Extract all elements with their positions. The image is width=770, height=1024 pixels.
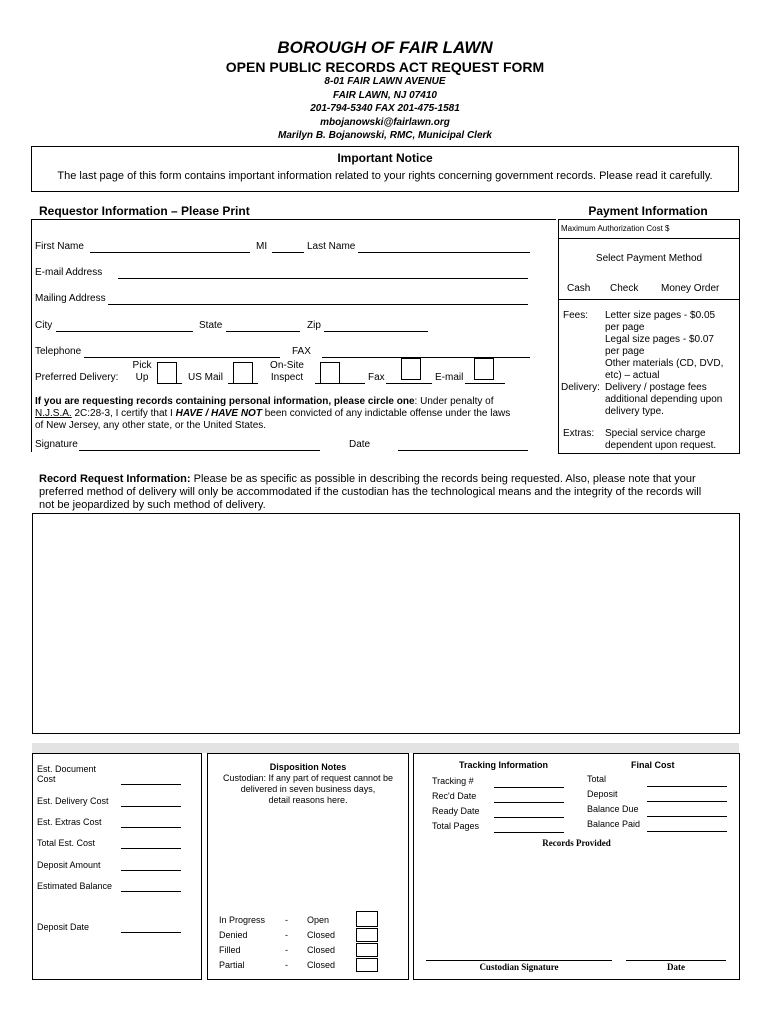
disposition-box [207,753,409,980]
est-document-cost-label: Est. Document [37,764,97,774]
balance-due-label: Balance Due [587,804,639,814]
extras-list [605,428,716,452]
clerk-name: Marilyn B. Bojanowski, RMC, Municipal Clerk [278,130,492,141]
fees-list [605,310,723,382]
status-partial-checkbox[interactable] [356,958,378,972]
record-request-label: Record Request Information: [39,473,191,485]
status-denied: Denied [219,930,248,940]
notice-title: Important Notice [337,151,433,165]
option-slash: / [202,408,212,419]
certification-line-2 [35,408,510,419]
fax-option-label: Fax [368,372,385,383]
first-name-label: First Name [35,241,84,252]
fee-line: per page [605,346,645,357]
signature-field[interactable] [79,450,320,451]
address-line-1: 8-01 FAIR LAWN AVENUE [324,76,446,87]
last-name-label: Last Name [307,241,356,252]
final-cost-title: Final Cost [631,760,675,770]
delivery-line: Delivery / postage fees [605,382,707,393]
email-label: E-mail Address [35,267,103,278]
status-filled: Filled [219,945,241,955]
disposition-title: Disposition Notes [269,762,347,772]
disposition-line: delivered in seven business days, [240,784,376,794]
status-closed: Closed [307,945,336,955]
fax-checkbox[interactable] [401,358,421,380]
final-total-field[interactable] [647,786,727,787]
status-dash: - [285,960,288,970]
city-label: City [35,320,53,331]
notice-text: The last page of this form contains important information related to your rights concerning government records. Please read it carefully. [57,170,713,182]
divider [315,383,365,384]
delivery-line: delivery type. [605,406,664,417]
fee-line: per page [605,322,645,333]
certification-end: been convicted of any indictable offense under the laws [261,408,511,419]
status-in-progress-checkbox[interactable] [356,911,378,927]
deposit-date-field[interactable] [121,932,181,933]
email-field[interactable] [118,278,528,279]
fee-line: Other materials (CD, DVD, [605,358,724,369]
fee-line: Letter size pages - $0.05 [605,310,716,321]
email-checkbox[interactable] [474,358,494,380]
office-use-band [32,743,739,753]
email-option-label: E-mail [435,372,464,383]
total-pages-label: Total Pages [432,821,480,831]
certification-bold: If you are requesting records containing personal information, please circle one [35,396,415,407]
est-document-cost-field[interactable] [121,784,181,785]
extras-line: Special service charge [605,428,706,439]
certification-colon: : Under penalty of [414,396,494,407]
status-closed: Closed [307,960,336,970]
final-deposit-field[interactable] [647,801,727,802]
est-extras-cost-field[interactable] [121,827,181,828]
zip-label: Zip [307,320,321,331]
njsa-ref: N.J.S.A. [35,408,72,419]
record-request-instructions [39,473,739,512]
deposit-amount-label: Deposit Amount [37,860,101,870]
select-payment-label: Select Payment Method [595,253,703,264]
est-delivery-cost-field[interactable] [121,806,181,807]
record-request-line-2: preferred method of delivery will only be accommodated if the custodian has the technological means and the integrity of the records will [39,486,702,498]
disposition-line: Custodian: If any part of request cannot be [222,773,394,783]
status-dash: - [285,930,288,940]
address-line-2: FAIR LAWN, NJ 07410 [333,90,437,101]
delivery-line: additional depending upon [605,394,723,405]
status-dash: - [285,915,288,925]
onsite-label-bottom: Inspect [270,372,304,383]
city-field[interactable] [56,331,193,332]
preferred-delivery-label: Preferred Delivery: [35,372,119,383]
delivery-label: Delivery: [561,382,600,393]
pick-up-checkbox[interactable] [157,362,177,384]
status-in-progress: In Progress [219,915,266,925]
payment-box [558,219,740,454]
check-option[interactable]: Check [610,283,639,294]
us-mail-label: US Mail [188,372,224,383]
onsite-checkbox[interactable] [320,362,340,384]
estimated-balance-field[interactable] [121,891,181,892]
est-delivery-cost-label: Est. Delivery Cost [37,796,109,806]
total-est-cost-field[interactable] [121,848,181,849]
record-request-line-1: Please be as specific as possible in describing the records being requested. Also, please note that your [190,473,696,485]
status-denied-checkbox[interactable] [356,928,378,942]
mi-label: MI [256,241,268,252]
form-title: OPEN PUBLIC RECORDS ACT REQUEST FORM [225,59,545,75]
estimated-costs-box [32,753,202,980]
telephone-label: Telephone [35,346,82,357]
date-field[interactable] [398,450,528,451]
pick-up-label-bottom: Up [135,372,149,383]
max-cost-label: Maximum Authorization Cost $ [561,224,670,233]
fee-line: etc) – actual [605,370,660,381]
record-request-textarea[interactable] [32,513,740,734]
money-order-option[interactable]: Money Order [661,283,720,294]
clerk-email: mbojanowski@fairlawn.org [320,117,450,128]
final-deposit-label: Deposit [587,789,618,799]
custodian-date-field[interactable] [626,960,726,961]
mailing-address-label: Mailing Address [35,293,106,304]
signature-label: Signature [35,439,78,450]
mailing-address-field[interactable] [108,304,528,305]
state-field[interactable] [226,331,300,332]
divider [559,299,739,300]
certification-mid: 2C:28-3, I certify that I [71,408,176,419]
tracking-box [413,753,740,980]
record-request-line-3: not be jeopardized by such method of delivery. [39,499,266,511]
fees-label: Fees: [563,310,589,321]
status-partial: Partial [219,960,245,970]
balance-paid-label: Balance Paid [587,819,641,829]
telephone-field[interactable] [84,357,280,358]
have-not-option[interactable]: HAVE NOT [211,408,262,419]
recd-date-field[interactable] [494,802,564,803]
final-total-label: Total [587,774,607,784]
custodian-signature-label: Custodian Signature [479,962,559,972]
divider [228,383,258,384]
recd-date-label: Rec'd Date [432,791,477,801]
est-extras-cost-label: Est. Extras Cost [37,817,102,827]
certification-line-3: of New Jersey, any other state, or the United States. [35,420,267,431]
borough-title: BOROUGH OF FAIR LAWN [277,38,493,57]
est-document-cost-label-2: Cost [37,774,56,784]
certification-line-1 [35,396,493,407]
us-mail-checkbox[interactable] [233,362,253,384]
onsite-label-top: On-Site [270,360,304,371]
phone-fax: 201-794-5340 FAX 201-475-1581 [310,103,460,114]
divider [157,383,182,384]
extras-label: Extras: [563,428,595,439]
disposition-text [208,773,408,806]
tracking-title: Tracking Information [459,760,549,770]
fax-label: FAX [292,346,311,357]
important-notice-box [31,146,739,192]
delivery-list [605,382,722,418]
pick-up-label-top: Pick [132,360,152,371]
date-label: Date [349,439,371,450]
divider [31,219,32,452]
first-name-field[interactable] [90,252,250,253]
tracking-number-label: Tracking # [432,776,474,786]
balance-paid-field[interactable] [647,831,727,832]
status-closed: Closed [307,930,336,940]
status-dash: - [285,945,288,955]
last-name-field[interactable] [358,252,530,253]
deposit-date-label: Deposit Date [37,922,90,932]
custodian-signature-field[interactable] [426,960,612,961]
divider [465,383,505,384]
cash-option[interactable]: Cash [567,283,591,294]
deposit-amount-field[interactable] [121,870,181,871]
mi-field[interactable] [272,252,304,253]
requestor-heading: Requestor Information – Please Print [39,204,250,218]
tracking-number-field[interactable] [494,787,564,788]
divider [559,238,739,239]
balance-due-field[interactable] [647,816,727,817]
custodian-date-label: Date [667,962,685,972]
estimated-balance-label: Estimated Balance [37,881,113,891]
ready-date-field[interactable] [494,817,564,818]
zip-field[interactable] [324,331,428,332]
payment-heading: Payment Information [588,204,708,218]
divider [386,383,432,384]
total-pages-field[interactable] [494,832,564,833]
total-est-cost-label: Total Est. Cost [37,838,96,848]
ready-date-label: Ready Date [432,806,480,816]
fee-line: Legal size pages - $0.07 [605,334,714,345]
disposition-line: detail reasons here. [268,795,348,805]
state-label: State [199,320,223,331]
extras-line: dependent upon request. [605,440,717,451]
divider [31,219,556,220]
records-provided-label: Records Provided [542,838,611,848]
status-open: Open [307,915,330,925]
fax-field[interactable] [322,357,530,358]
have-option[interactable]: HAVE [175,408,203,419]
status-filled-checkbox[interactable] [356,943,378,957]
